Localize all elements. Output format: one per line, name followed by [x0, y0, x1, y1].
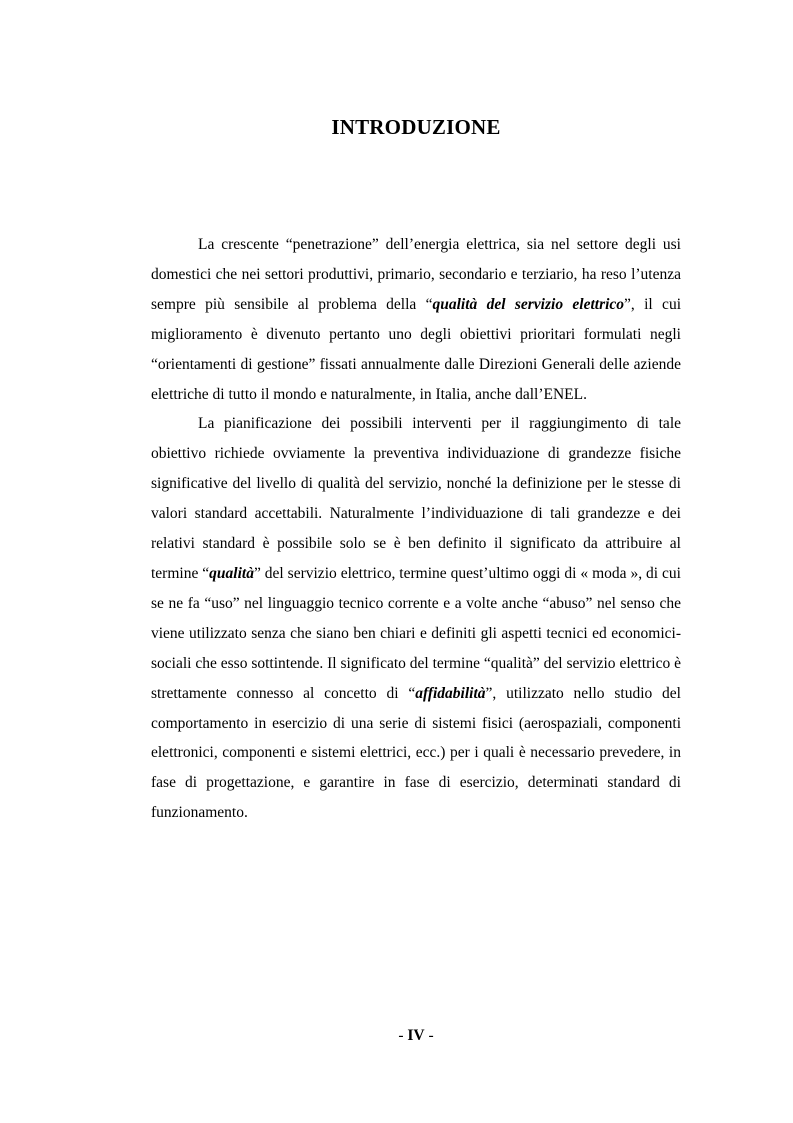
page-title: INTRODUZIONE [331, 115, 501, 139]
paragraph-2-text-1: La pianificazione dei possibili interventi per il raggiungimento di tale obiettivo richiede ovviamente la preventiva individuazione di grandezze fisiche significative del livello di qualità del servizio, nonché la definizione per le stesse di valori standard accettabili. Naturalmente l’individuazione di tali grandezze e dei relativi standard è possibile solo se è ben definito il significato da attribuire al termine “ [151, 415, 681, 582]
page-number [0, 1027, 793, 1045]
paragraph-2 [151, 409, 681, 828]
paragraph-2-emphasis-affidabilita: affidabilità [415, 684, 486, 702]
paragraph-1-text-2: ”, il cui miglioramento è divenuto pertanto uno degli obiettivi prioritari formulati negli “orientamenti di gestione” fissati annualmente dalle Direzioni Generali delle aziende elettriche di tutto il mondo e naturalmente, in Italia, anche dall’ENEL. [151, 295, 681, 403]
paragraph-1-text-1: La crescente “penetrazione” dell’energia elettrica, sia nel settore degli usi domestici che nei settori produttivi, primario, secondario e terziario, ha reso l’utenza sempre più sensibile al problema della “ [151, 236, 681, 313]
paragraph-1-emphasis-qualita-servizio: qualità del servizio elettrico [432, 295, 625, 313]
paragraph-2-text-3: ”, utilizzato nello studio del comportamento in esercizio di una serie di sistemi fisici (aerospaziali, componenti elettronici, componenti e sistemi elettrici, ecc.) per i quali è necessario prevedere, in fase di progettazione, e garantire in fase di esercizio, determinati standard di funzionamento. [151, 684, 681, 822]
paragraph-1 [151, 230, 681, 409]
page-number-prefix: - [398, 1027, 408, 1044]
page-number-value: IV [407, 1027, 425, 1044]
body-text [151, 230, 681, 828]
paragraph-2-emphasis-qualita: qualità [209, 564, 254, 582]
page-number-suffix: - [424, 1027, 434, 1044]
paragraph-2-text-2: ” del servizio elettrico, termine quest’ultimo oggi di « moda », di cui se ne fa “uso” nel linguaggio tecnico corrente e a volte anche “abuso” nel senso che viene utilizzato senza che siano ben chiari e definiti gli aspetti tecnici ed economici-sociali che esso sottintende. Il significato del termine “qualità” del servizio elettrico è strettamente connesso al concetto di “ [151, 564, 681, 702]
